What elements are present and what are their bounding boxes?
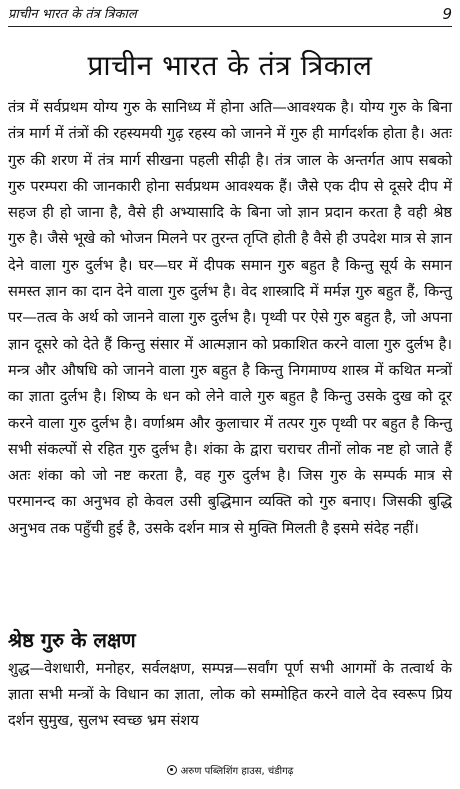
page-number: 9 bbox=[442, 5, 452, 23]
running-header bbox=[8, 2, 452, 27]
page-footer bbox=[0, 763, 460, 777]
publisher-logo-icon bbox=[167, 765, 177, 775]
section-heading: श्रेष्ठ गुरु के लक्षण bbox=[8, 628, 136, 652]
running-title: प्राचीन भारत के तंत्र त्रिकाल bbox=[8, 7, 137, 22]
publisher-name: अरुण पब्लिशिंग हाउस, चंडीगढ़ bbox=[180, 766, 294, 777]
chapter-paragraph: तंत्र में सर्वप्रथम योग्य गुरु के सानिध्य में होना अति—आवश्यक है। योग्य गुरु के बिना तंत्र मार्ग में तंत्रों की रहस्यमयी गुढ़ रहस्य को जानने में गुरु ही मार्गदर्शक होता है। अतः गुरु की शरण में तंत्र मार्ग सीखना पहली सीढ़ी है। तंत्र जाल के अन्तर्गत आप सबको गुरु परम्परा की जानकारी होना सर्वप्रथम आवश्यक हैं। जैसे एक दीप से दूसरे दीप में सहज ही हो जाना है, वैसे ही अभ्यासादि के बिना जो ज्ञान प्रदान करता है वही श्रेष्ठ गुरु है। जैसे भूखे को भोजन मिलने पर तुरन्त तृप्ति होती है वैसे ही उपदेश मात्र से ज्ञान देने वाला गुरु दुर्लभ है। घर—घर में दीपक समान गुरु बहुत है किन्तु सूर्य के समान समस्त ज्ञान का दान देने वाला गुरु दुर्लभ है। वेद शास्त्रादि में मर्मज्ञ गुरु बहुत हैं, किन्तु पर—तत्व के अर्थ को जानने वाला गुरु दुर्लभ है। पृथ्वी पर ऐसे गुरु बहुत है, जो अपना ज्ञान दूसरे को देते हैं किन्तु संसार में आत्मज्ञान को प्रकाशित करने वाला गुरु दुर्लभ है। मन्त्र और औषधि को जानने वाला गुरु बहुत है किन्तु निगमाण्य शास्त्र में कथित मन्त्रों का ज्ञाता दुर्लभ है। शिष्य के धन को लेने वाले गुरु बहुत है किन्तु उसके दुख को दूर करने वाला गुरु दुर्लभ है। वर्णाश्रम और कुलाचार में तत्पर गुरु पृथ्वी पर बहुत है किन्तु सभी संकल्पों से रहित गुरु दुर्लभ है। शंका के द्वारा चराचर तीनों लोक नष्ट हो जाते हैं अतः शंका को जो नष्ट करता है, वह गुरु दुर्लभ है। जिस गुरु के सम्पर्क मात्र से परमानन्द का अनुभव हो केवल उसी बुद्धिमान व्यक्ति को गुरु बनाए। जिसकी बुद्धि अनुभव तक पहुँची हुई है, उसके दर्शन मात्र से मुक्ति मिलती है इसमे संदेह नहीं। bbox=[8, 99, 452, 537]
section-paragraph: शुद्ध—वेशधारी, मनोहर, सर्वलक्षण, सम्पन्न—सर्वांग पूर्ण सभी आगमों के तत्वार्थ के ज्ञाता सभी मन्त्रों के विधान का ज्ञाता, लोक को सम्मोहित करने वाले देव स्वरूप प्रिय दर्शन सुमुख, सुलभ स्वच्छ भ्रम संशय bbox=[8, 660, 452, 729]
chapter-title: प्राचीन भारत के तंत्र त्रिकाल bbox=[87, 49, 373, 82]
